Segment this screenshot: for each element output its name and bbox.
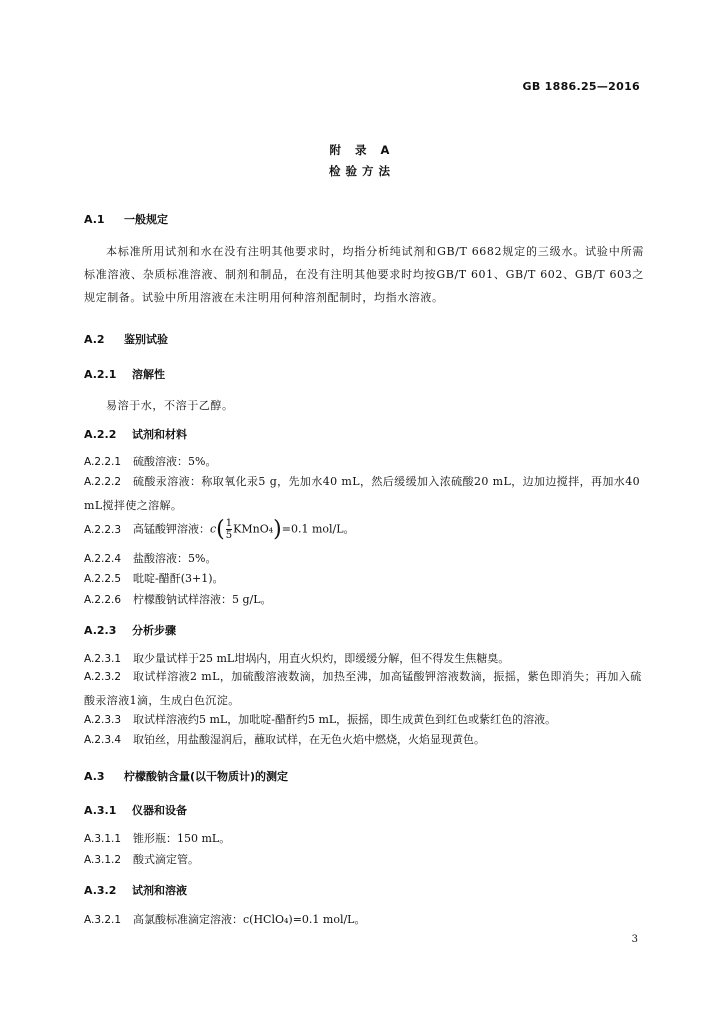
formula-value: =0.1 mol/L。 — [281, 522, 355, 536]
list-item — [84, 550, 216, 566]
item-text: 硫酸溶液：5%。 — [133, 455, 217, 468]
appendix-title: 检验方法 — [329, 164, 395, 178]
section-a3-heading — [84, 768, 288, 784]
item-text: 锥形瓶：150 mL。 — [133, 832, 231, 845]
paren-close: ) — [273, 517, 282, 542]
paren-open: ( — [216, 517, 225, 542]
section-number: A.2 — [84, 333, 105, 346]
list-item — [84, 911, 366, 927]
item-number: A.2.2.5 — [84, 573, 122, 585]
item-text: 高锰酸钾溶液： — [133, 522, 210, 536]
section-a21-heading — [84, 366, 165, 382]
item-text: 硫酸汞溶液：称取氧化汞5 g，先加水40 mL，然后缓缓加入浓硫酸20 mL，边加边搅拌，再加水40 mL搅拌使之溶解。 — [84, 475, 640, 512]
section-number: A.3.2 — [84, 884, 117, 897]
appendix-label: 附 录 A — [329, 143, 395, 157]
section-number: A.3 — [84, 770, 105, 783]
section-a21-text: 易溶于水，不溶于乙醇。 — [106, 399, 234, 412]
section-title: 仪器和设备 — [132, 804, 187, 817]
section-number: A.2.2 — [84, 428, 117, 441]
list-item — [84, 851, 199, 867]
item-text: 柠檬酸钠试样溶液：5 g/L。 — [133, 593, 272, 606]
list-item — [84, 470, 644, 517]
item-number: A.2.3.1 — [84, 653, 122, 665]
fraction-denominator: 5 — [225, 530, 233, 541]
item-text: 高氯酸标准滴定溶液：c(HClO₄)=0.1 mol/L。 — [133, 913, 366, 926]
section-a2-heading — [84, 331, 168, 347]
section-a1-paragraph: 本标准所用试剂和水在没有注明其他要求时，均指分析纯试剂和GB/T 6682规定的三级水。试验中所需标准溶液、杂质标准溶液、制剂和制品，在没有注明其他要求时均按GB/T 601、GB/T 602、GB/T 603之规定制备。试验中所用溶液在未注明用何种溶剂配制时，均指水溶液。 — [84, 245, 644, 304]
section-title: 分析步骤 — [132, 624, 176, 637]
section-a1-heading — [84, 211, 168, 227]
page-number: 3 — [631, 934, 638, 945]
item-number: A.3.1.1 — [84, 833, 122, 845]
section-title: 溶解性 — [132, 368, 165, 381]
item-number: A.2.3.2 — [84, 671, 122, 683]
section-number: A.2.3 — [84, 624, 117, 637]
item-text: 取试样溶液约5 mL，加吡啶-醋酐约5 mL，振摇，即生成黄色到红色或紫红色的溶液。 — [133, 713, 557, 726]
item-number: A.2.2.4 — [84, 553, 122, 565]
fraction-numerator: 1 — [225, 518, 233, 529]
list-item-formula — [84, 517, 355, 542]
item-number: A.2.2.1 — [84, 456, 122, 468]
section-number: A.3.1 — [84, 804, 117, 817]
section-title: 柠檬酸钠含量(以干物质计)的测定 — [124, 770, 289, 783]
item-text: 吡啶-醋酐(3+1)。 — [133, 572, 224, 585]
formula-concentration: c — [210, 522, 217, 536]
section-a31-heading — [84, 802, 187, 818]
item-number: A.2.2.3 — [84, 523, 122, 536]
list-item — [84, 453, 216, 469]
list-item — [84, 650, 509, 666]
section-title: 试剂和溶液 — [132, 884, 187, 897]
section-number: A.2.1 — [84, 368, 117, 381]
item-number: A.3.2.1 — [84, 914, 122, 926]
list-item — [84, 665, 644, 712]
list-item — [84, 591, 272, 607]
formula-compound: KMnO₄ — [233, 522, 274, 536]
item-text: 盐酸溶液：5%。 — [133, 552, 217, 565]
item-number: A.2.3.4 — [84, 734, 122, 746]
list-item — [84, 711, 556, 727]
section-a22-heading — [84, 426, 187, 442]
section-title: 鉴别试验 — [124, 333, 168, 346]
fraction — [226, 518, 232, 541]
item-text: 取铂丝，用盐酸湿润后，蘸取试样，在无色火焰中燃烧，火焰显现黄色。 — [133, 733, 485, 746]
item-text: 酸式滴定管。 — [133, 853, 199, 866]
item-number: A.2.2.2 — [84, 476, 122, 488]
item-number: A.2.2.6 — [84, 594, 122, 606]
section-a32-heading — [84, 882, 187, 898]
section-a23-heading — [84, 622, 176, 638]
section-number: A.1 — [84, 213, 105, 226]
item-number: A.2.3.3 — [84, 714, 122, 726]
item-text: 取试样溶液2 mL，加硫酸溶液数滴，加热至沸，加高锰酸钾溶液数滴，振摇，紫色即消失；再加入硫酸汞溶液1滴，生成白色沉淀。 — [84, 670, 642, 707]
list-item — [84, 731, 485, 747]
section-title: 一般规定 — [124, 213, 168, 226]
item-text: 取少量试样于25 mL坩埚内，用直火炽灼，即缓缓分解，但不得发生焦糖臭。 — [133, 652, 510, 665]
list-item — [84, 570, 224, 586]
standard-number: GB 1886.25—2016 — [522, 80, 640, 93]
section-title: 试剂和材料 — [132, 428, 187, 441]
item-number: A.3.1.2 — [84, 854, 122, 866]
list-item — [84, 830, 230, 846]
